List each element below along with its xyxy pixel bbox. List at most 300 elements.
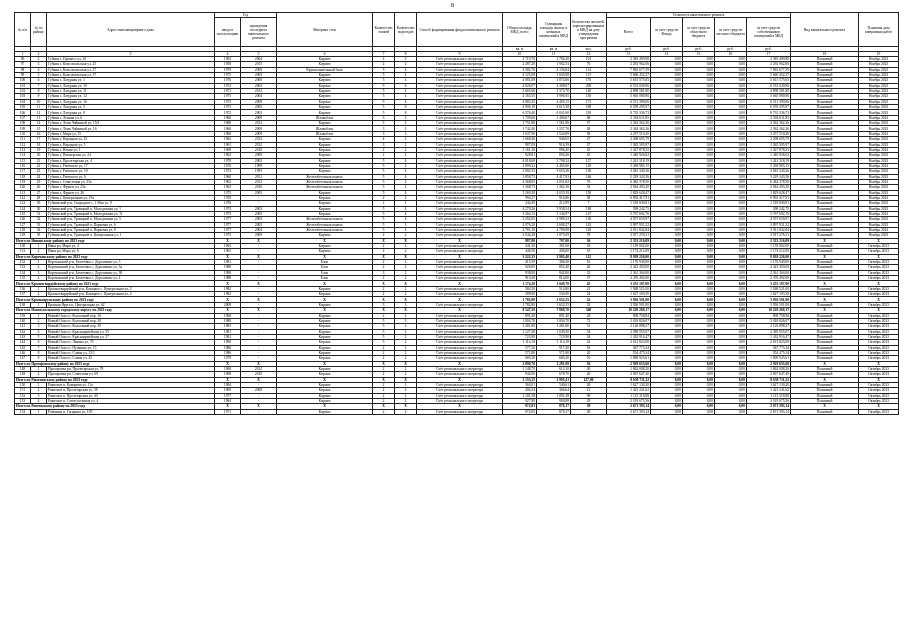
row-number: 96	[15, 57, 31, 62]
repair-kind: Плановый	[791, 228, 859, 233]
total-area: 4 165,55	[503, 94, 537, 99]
planned-date: Ноябрь 2023	[859, 222, 899, 227]
cost-owners: 6 992 417,91	[747, 195, 791, 200]
cost-owners: 8 039 226,00	[747, 254, 791, 259]
cost-fund: 0,00	[651, 137, 683, 142]
cost-regional: 0,00	[683, 195, 715, 200]
region-row-number: 4	[31, 329, 47, 334]
repair-kind: Плановый	[791, 366, 859, 371]
cost-local: 0,00	[715, 297, 747, 302]
wall-material: Кирпич	[277, 302, 373, 307]
cost-fund: 0,00	[651, 249, 683, 254]
residents: 36	[571, 238, 607, 243]
cost-regional: 0,00	[683, 340, 715, 345]
row-number: 144	[15, 340, 31, 345]
cost-fund: 0,00	[651, 270, 683, 275]
year-built: 1986	[215, 350, 241, 355]
planned-date: Октябрь 2023	[859, 356, 899, 361]
fund-method: Счёт регионального оператора	[417, 83, 503, 88]
cost-total: 5 615 575,05	[607, 78, 651, 83]
year-repair: -	[241, 409, 277, 414]
planned-date: Октябрь 2023	[859, 372, 899, 377]
year-repair: 2012	[241, 142, 277, 147]
region-row-number: 3	[31, 393, 47, 398]
row-number: 110	[15, 131, 31, 136]
cost-local: 0,00	[715, 329, 747, 334]
residents: 130	[571, 217, 607, 222]
year-repair: -	[241, 382, 277, 387]
planned-date: Октябрь 2023	[859, 334, 899, 339]
planned-date: Октябрь 2023	[859, 260, 899, 265]
cost-local: 0,00	[715, 89, 747, 94]
floors: 2	[373, 286, 395, 291]
cost-total: 1 176 949,00	[607, 260, 651, 265]
repair-kind: Плановый	[791, 105, 859, 110]
fund-method: X	[417, 281, 503, 286]
cost-owners: 1 115 318,88	[747, 393, 791, 398]
cost-fund: 0,00	[651, 89, 683, 94]
cost-total: 6 511 399,06	[607, 99, 651, 104]
living-area: 366,64	[537, 388, 571, 393]
cost-local: 0,00	[715, 324, 747, 329]
total-area: 994,27	[503, 195, 537, 200]
cost-local: 0,00	[715, 244, 747, 249]
planned-date: Ноябрь 2023	[859, 126, 899, 131]
wall-material: Железобетонная панель	[277, 217, 373, 222]
planned-date: Ноябрь 2023	[859, 169, 899, 174]
residents: 180	[571, 206, 607, 211]
cost-fund: 0,00	[651, 142, 683, 147]
entrances: X	[395, 404, 417, 409]
residents: 140	[571, 89, 607, 94]
wall-material: Кирпич	[277, 350, 373, 355]
cost-regional: 0,00	[683, 318, 715, 323]
fund-method: Счёт регионального оператора	[417, 105, 503, 110]
row-number: 104	[15, 99, 31, 104]
entrances: 2	[395, 121, 417, 126]
header-living-area: Суммарная площадь жилых и нежилых помещений в МКД	[537, 13, 571, 47]
column-number: 10	[503, 52, 537, 57]
entrances: 3	[395, 318, 417, 323]
region-row-number: 1	[31, 409, 47, 414]
wall-material: Кирпич	[277, 105, 373, 110]
year-repair: -	[241, 201, 277, 206]
x-mark: X	[215, 308, 241, 313]
cost-owners: 3 045 340,26	[747, 169, 791, 174]
year-repair: 2012	[241, 89, 277, 94]
address: Губкин г, Лазурная ул, 3	[47, 105, 215, 110]
wall-material: Кирпич	[277, 99, 373, 104]
year-built: 1990	[215, 340, 241, 345]
cost-local: 0,00	[715, 388, 747, 393]
repair-kind: Плановый	[791, 399, 859, 404]
year-repair: -	[241, 356, 277, 361]
address: Губкин г, Немая ул, 1	[47, 147, 215, 152]
year-built: 1986	[215, 345, 241, 350]
floors: 2	[373, 260, 395, 265]
address: Губкин г, Пролетарская ул, 4	[47, 158, 215, 163]
living-area: 2 905,40	[537, 254, 571, 259]
unit-people: чел.	[571, 47, 607, 52]
region-row-number: 9	[31, 356, 47, 361]
header-planned-date: Плановая дата завершения работ	[859, 13, 899, 47]
year-repair: 2009	[241, 99, 277, 104]
floors: 2	[373, 388, 395, 393]
wall-material: Железобетонная панель	[277, 228, 373, 233]
entrances: 2	[395, 388, 417, 393]
year-repair: -	[241, 292, 277, 297]
cost-total: 8 039 226,00	[607, 254, 651, 259]
cost-local: 0,00	[715, 195, 747, 200]
wall-material: X	[277, 361, 373, 366]
cost-fund: 0,00	[651, 147, 683, 152]
subtotal-label: Итого по Ракитянскому району по 2023 году	[15, 377, 215, 382]
year-built: 1974	[215, 169, 241, 174]
entrances: 2	[395, 345, 417, 350]
residents: 130	[571, 169, 607, 174]
planned-date: Ноябрь 2023	[859, 110, 899, 115]
total-area: 972,83	[503, 409, 537, 414]
cost-fund: 0,00	[651, 99, 683, 104]
cost-regional: 0,00	[683, 372, 715, 377]
residents: 7	[571, 201, 607, 206]
cost-owners: 3 018 826,07	[747, 318, 791, 323]
x-mark: X	[215, 297, 241, 302]
floors: 2	[373, 249, 395, 254]
wall-material: Кирпич	[277, 190, 373, 195]
header-residents: Количество жителей, зарегистрированных в МКД на дату утверждения программы	[571, 13, 607, 47]
row-number: 119	[15, 179, 31, 184]
year-repair: -	[241, 244, 277, 249]
wall-material: Шлакоблок	[277, 131, 373, 136]
unit-rub-fund: руб.	[651, 47, 683, 52]
cost-total: 1 365 395,97	[607, 142, 651, 147]
cost-local: 0,00	[715, 131, 747, 136]
wall-material: Кирпич	[277, 409, 373, 414]
planned-date: Ноябрь 2023	[859, 73, 899, 78]
region-row-number: 5	[31, 73, 47, 78]
entrances: 2	[395, 334, 417, 339]
cost-fund: 0,00	[651, 254, 683, 259]
year-built: 1960	[215, 174, 241, 179]
fund-method: Счёт регионального оператора	[417, 260, 503, 265]
cost-owners: 6 559 295,97	[747, 105, 791, 110]
cost-owners: 1 176 949,00	[747, 260, 791, 265]
fund-method: Счёт регионального оператора	[417, 137, 503, 142]
repair-kind: Плановый	[791, 147, 859, 152]
year-built: 1982	[215, 286, 241, 291]
cost-regional: 0,00	[683, 94, 715, 99]
year-built: 1958	[215, 62, 241, 67]
total-area: 1 368,75	[503, 185, 537, 190]
year-repair: -	[241, 334, 277, 339]
cost-fund: 0,00	[651, 105, 683, 110]
entrances: 1	[395, 201, 417, 206]
cost-owners: 3 917 276,31	[747, 233, 791, 238]
living-area: 540,61	[537, 382, 571, 387]
cost-owners: 1 440 926,62	[747, 153, 791, 158]
entrances: 2	[395, 270, 417, 275]
cost-local: 0,00	[715, 211, 747, 216]
floors: 5	[373, 94, 395, 99]
wall-material: Кирпич	[277, 249, 373, 254]
floors: 2	[373, 244, 395, 249]
address: Губкин г, Раевского ул, 17	[47, 163, 215, 168]
planned-date: X	[859, 377, 899, 382]
total-area: 446,50	[503, 249, 537, 254]
wall-material: Железобетонная панель	[277, 179, 373, 184]
wall-material: Кирпич	[277, 292, 373, 297]
region-row-number: 2	[31, 57, 47, 62]
living-area: 4 405,15	[537, 99, 571, 104]
wall-material: Кирпич	[277, 78, 373, 83]
region-row-number: 12	[31, 110, 47, 115]
entrances: 4	[395, 217, 417, 222]
floors: 5	[373, 99, 395, 104]
cost-fund: 0,00	[651, 201, 683, 206]
repair-kind: Плановый	[791, 142, 859, 147]
residents: 28	[571, 313, 607, 318]
living-area: 3 653,36	[537, 169, 571, 174]
cost-fund: 0,00	[651, 297, 683, 302]
address: Новый Оскол г, Красноармейская ул, 37	[47, 334, 215, 339]
total-area: 1 782,80	[503, 297, 537, 302]
wall-material: Кирпич	[277, 158, 373, 163]
fund-method: Счёт регионального оператора	[417, 340, 503, 345]
fund-method: Счёт регионального оператора	[417, 302, 503, 307]
address: Губкин г, Комсомольская ул, 27	[47, 67, 215, 72]
entrances: 3	[395, 222, 417, 227]
row-number: 99	[15, 73, 31, 78]
row-number: 151	[15, 388, 31, 393]
fund-method: Счёт регионального оператора	[417, 190, 503, 195]
living-area: 3 996,95	[537, 94, 571, 99]
cost-regional: 0,00	[683, 345, 715, 350]
wall-material: Кирпич	[277, 286, 373, 291]
header-cost-owners: за счет средств собственников помещений в МКД	[747, 18, 791, 47]
residents: 137	[571, 158, 607, 163]
total-area: 4 883,25	[503, 99, 537, 104]
floors: 5	[373, 89, 395, 94]
cost-fund: 0,00	[651, 313, 683, 318]
year-repair: 2003	[241, 110, 277, 115]
row-number: 106	[15, 110, 31, 115]
planned-date: Октябрь 2023	[859, 313, 899, 318]
residents: 130	[571, 94, 607, 99]
residents: 47	[571, 142, 607, 147]
unit-rub-total: руб.	[607, 47, 651, 52]
entrances: 2	[395, 249, 417, 254]
residents: 26	[571, 382, 607, 387]
cost-regional: 0,00	[683, 399, 715, 404]
living-area: 1 049,70	[537, 281, 571, 286]
cost-local: 0,00	[715, 147, 747, 152]
fund-method: Счёт регионального оператора	[417, 388, 503, 393]
planned-date: Октябрь 2023	[859, 409, 899, 414]
planned-date: Ноябрь 2023	[859, 217, 899, 222]
cost-regional: 0,00	[683, 260, 715, 265]
cost-fund: 0,00	[651, 153, 683, 158]
cost-fund: 0,00	[651, 324, 683, 329]
row-number: 141	[15, 324, 31, 329]
planned-date: Ноябрь 2023	[859, 201, 899, 206]
year-built: 1960	[215, 121, 241, 126]
year-repair: -	[241, 329, 277, 334]
fund-method: Счёт регионального оператора	[417, 185, 503, 190]
planned-date: Октябрь 2023	[859, 393, 899, 398]
year-repair: 2011	[241, 174, 277, 179]
year-built: 1975	[215, 211, 241, 216]
fund-method: Счёт регионального оператора	[417, 270, 503, 275]
address: Новый Оскол г, Колхозный пер, 16	[47, 313, 215, 318]
region-row-number: 18	[31, 142, 47, 147]
repair-kind: Плановый	[791, 195, 859, 200]
cost-fund: 0,00	[651, 62, 683, 67]
cost-owners: 398 242,75	[747, 206, 791, 211]
cost-total: 2 671 393,14	[607, 404, 651, 409]
year-built: 1981	[215, 260, 241, 265]
cost-local: 0,00	[715, 340, 747, 345]
living-area: 4 035,39	[537, 190, 571, 195]
floors: 5	[373, 73, 395, 78]
repair-kind: Плановый	[791, 393, 859, 398]
address: Новый Оскол г, Ленина ул, 70	[47, 340, 215, 345]
address: Губкин г, Севастьяна ул, 23а	[47, 179, 215, 184]
wall-material: Кирпич	[277, 233, 373, 238]
row-number: 147	[15, 356, 31, 361]
living-area: 2 995,41	[537, 377, 571, 382]
cost-owners: 1 568 521,00	[747, 286, 791, 291]
address: Губкин г, Мира ул, 15	[47, 131, 215, 136]
floors: 5	[373, 318, 395, 323]
residents: 170	[571, 78, 607, 83]
repair-kind: X	[791, 297, 859, 302]
living-area: 870,17	[537, 409, 571, 414]
year-repair: 2010	[241, 372, 277, 377]
planned-date: Октябрь 2023	[859, 270, 899, 275]
residents: 127,00	[571, 377, 607, 382]
column-number: 11	[537, 52, 571, 57]
cost-local: 0,00	[715, 67, 747, 72]
header-cost-total: Всего:	[607, 18, 651, 47]
floors: 3	[373, 121, 395, 126]
column-number: 7	[373, 52, 395, 57]
entrances: 2	[395, 286, 417, 291]
cost-fund: 0,00	[651, 345, 683, 350]
region-row-number: 4	[31, 276, 47, 281]
cost-local: 0,00	[715, 366, 747, 371]
cost-local: 0,00	[715, 249, 747, 254]
repair-kind: Плановый	[791, 382, 859, 387]
wall-material: Кирпич	[277, 399, 373, 404]
cost-fund: 0,00	[651, 190, 683, 195]
cost-total: 8 735 336,73	[607, 110, 651, 115]
total-area: 938,00	[503, 270, 537, 275]
row-number: 130	[15, 244, 31, 249]
repair-kind: Плановый	[791, 334, 859, 339]
entrances: 3	[395, 57, 417, 62]
region-row-number: 20	[31, 153, 47, 158]
residents: 56	[571, 361, 607, 366]
address: Корочанский р-н, Бехтеевка с, Дорошенко ул, 38	[47, 270, 215, 275]
year-repair: 2009	[241, 67, 277, 72]
address: Ивня рп, Мира ул, 4	[47, 244, 215, 249]
cost-regional: 0,00	[683, 190, 715, 195]
cost-fund: 0,00	[651, 372, 683, 377]
living-area: 1 400,67	[537, 115, 571, 120]
cost-local: 0,00	[715, 94, 747, 99]
year-built: 1963	[215, 244, 241, 249]
cost-total: 4 557 659,97	[607, 217, 651, 222]
planned-date: X	[859, 281, 899, 286]
row-number: 129	[15, 233, 31, 238]
year-repair: 2010	[241, 147, 277, 152]
living-area: 900,88	[537, 399, 571, 404]
living-area: 2 465,60	[537, 163, 571, 168]
cost-regional: 0,00	[683, 281, 715, 286]
floors: 3	[373, 142, 395, 147]
living-area: 1 875,09	[537, 233, 571, 238]
cost-fund: 0,00	[651, 388, 683, 393]
repair-kind: Плановый	[791, 372, 859, 377]
column-number: 17	[747, 52, 791, 57]
entrances: 8	[395, 110, 417, 115]
residents: 21	[571, 286, 607, 291]
cost-total: 10 220 269,17	[607, 308, 651, 313]
address: Ракитное п, Союзсоставная ул, 4	[47, 399, 215, 404]
fund-method: Счёт регионального оператора	[417, 153, 503, 158]
entrances: 2	[395, 163, 417, 168]
row-number: 148	[15, 366, 31, 371]
row-number: 109	[15, 126, 31, 131]
cost-owners: 1 829 628,47	[747, 190, 791, 195]
fund-method: Счёт регионального оператора	[417, 163, 503, 168]
fund-method: Счёт регионального оператора	[417, 276, 503, 281]
year-repair: 2012	[241, 179, 277, 184]
row-number: 117	[15, 169, 31, 174]
region-row-number: 2	[31, 265, 47, 270]
planned-date: Октябрь 2023	[859, 388, 899, 393]
cost-fund: 0,00	[651, 110, 683, 115]
address: Губкин г, Фрунзе ул, 23а	[47, 185, 215, 190]
region-row-number: 2	[31, 292, 47, 297]
repair-kind: Плановый	[791, 57, 859, 62]
cost-fund: 0,00	[651, 238, 683, 243]
cost-local: 0,00	[715, 62, 747, 67]
region-row-number: 29	[31, 201, 47, 206]
cost-local: 0,00	[715, 270, 747, 275]
cost-local: 0,00	[715, 308, 747, 313]
address: Губкин г, Народная ул, 25	[47, 137, 215, 142]
residents: 45	[571, 147, 607, 152]
entrances: 2	[395, 372, 417, 377]
repair-kind: Плановый	[791, 131, 859, 136]
cost-fund: 0,00	[651, 404, 683, 409]
cost-local: 0,00	[715, 169, 747, 174]
cost-local: 0,00	[715, 372, 747, 377]
cost-total: 7 965 677,59	[607, 67, 651, 72]
address: Губкин г, Комсомольская ул, 25	[47, 62, 215, 67]
planned-date: Октябрь 2023	[859, 366, 899, 371]
repair-kind: Плановый	[791, 153, 859, 158]
repair-kind: Плановый	[791, 94, 859, 99]
total-area: 1 174,20	[503, 281, 537, 286]
residents: 68	[571, 115, 607, 120]
region-row-number: 4	[31, 67, 47, 72]
total-area: 2 890,70	[503, 361, 537, 366]
column-number: 8	[395, 52, 417, 57]
row-number: 137	[15, 292, 31, 297]
